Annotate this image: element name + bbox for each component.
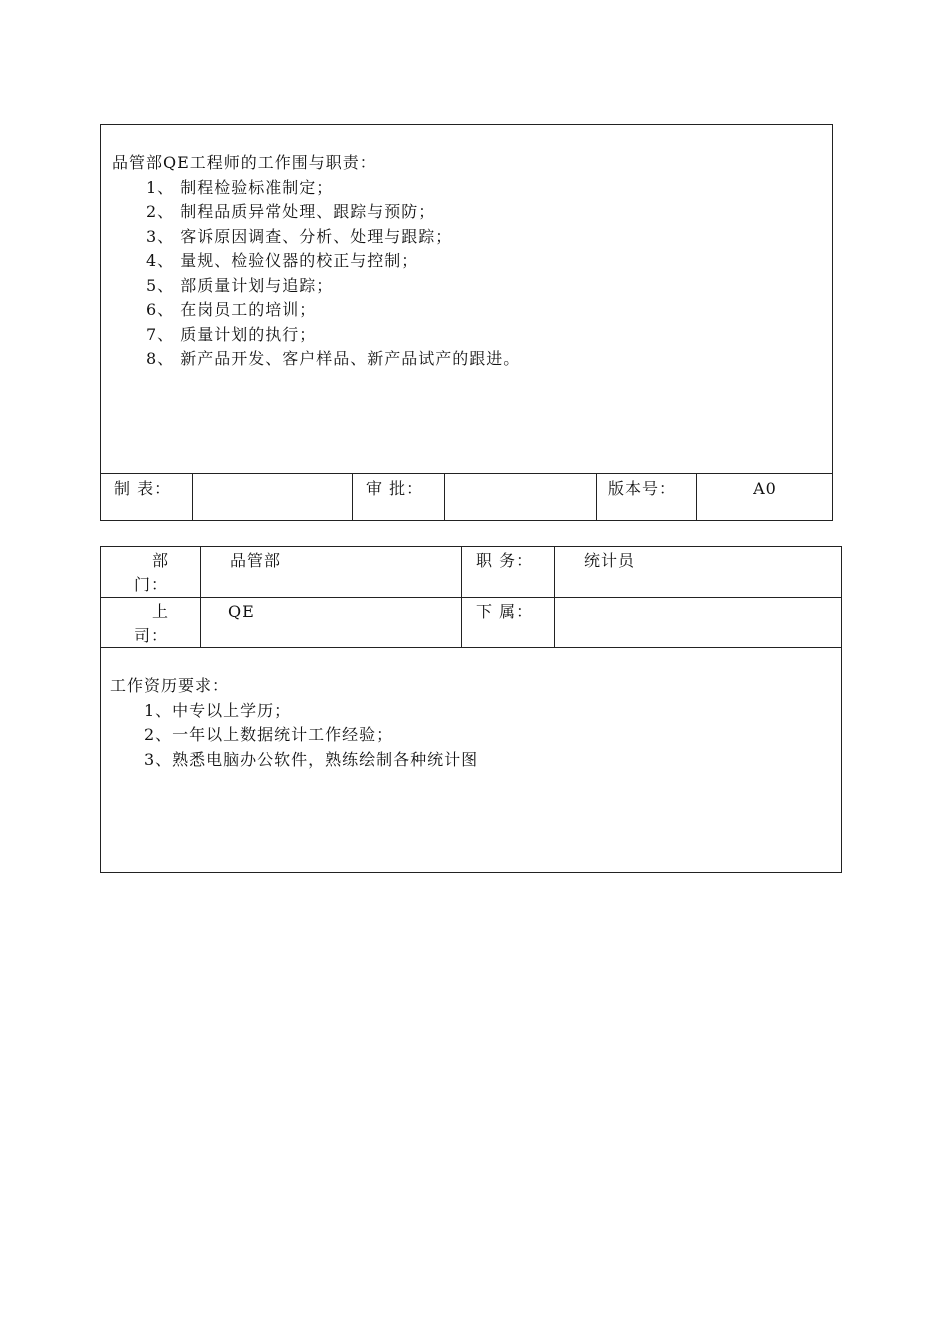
requirements-block — [110, 674, 478, 772]
col-divider — [554, 546, 555, 648]
requirements-heading: 工作资历要求： — [110, 676, 230, 695]
version-label: 版本号： — [608, 479, 677, 498]
col-divider — [200, 546, 201, 648]
row-divider — [100, 647, 842, 648]
subordinate-label: 下 属： — [476, 602, 534, 621]
duties-block — [112, 151, 520, 372]
duties-heading: 品管部QE工程师的工作围与职责： — [112, 153, 377, 172]
requirement-item: 1、中专以上学历； — [144, 700, 292, 720]
duty-item: 3、 客诉原因调查、分析、处理与跟踪； — [146, 226, 453, 246]
footer-col-divider — [596, 473, 597, 521]
position-label: 职 务： — [476, 551, 534, 570]
duty-item: 1、 制程检验标准制定； — [146, 177, 334, 197]
approver-label: 审 批： — [366, 479, 424, 498]
maker-label: 制 表： — [114, 479, 172, 498]
position-value: 统计员 — [584, 551, 636, 570]
duty-item: 8、 新产品开发、客户样品、新产品试产的跟进。 — [146, 349, 521, 368]
duty-item: 7、 质量计划的执行； — [146, 324, 317, 344]
footer-col-divider — [192, 473, 193, 521]
footer-row-divider — [100, 473, 833, 474]
version-value: A0 — [753, 479, 777, 498]
superior-label-line1: 上 — [152, 602, 170, 621]
superior-value: QE — [228, 602, 255, 621]
duty-item: 4、 量规、检验仪器的校正与控制； — [146, 251, 419, 270]
col-divider — [461, 546, 462, 648]
dept-value: 品管部 — [230, 551, 282, 570]
footer-col-divider — [352, 473, 353, 521]
row-divider — [100, 597, 842, 598]
dept-label-line1: 部 — [152, 551, 170, 570]
footer-col-divider — [444, 473, 445, 521]
duty-item: 6、 在岗员工的培训； — [146, 300, 317, 319]
duty-item: 2、 制程品质异常处理、跟踪与预防； — [146, 202, 436, 221]
duty-item: 5、 部质量计划与追踪； — [146, 275, 334, 295]
dept-label-line2: 门： — [134, 575, 169, 594]
requirement-item: 2、一年以上数据统计工作经验； — [144, 725, 394, 744]
superior-label-line2: 司： — [134, 626, 169, 645]
requirement-item: 3、熟悉电脑办公软件，熟练绘制各种统计图 — [144, 749, 479, 769]
